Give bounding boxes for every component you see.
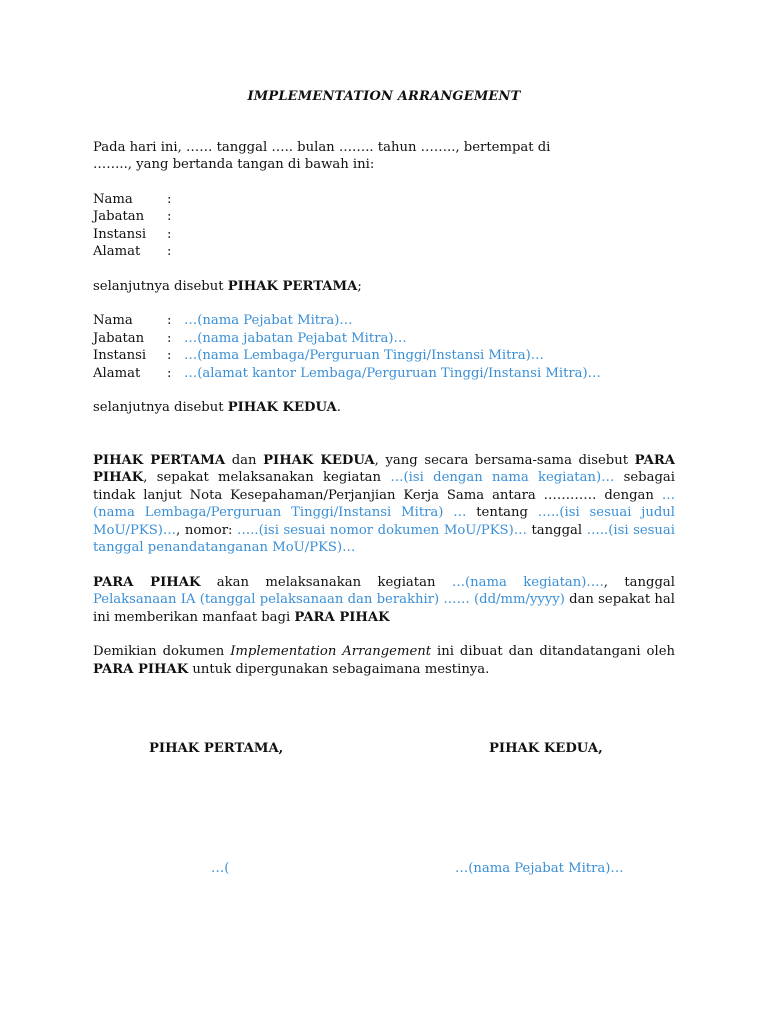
date-placeholder: Pelaksanaan IA (tanggal pelaksanaan dan berakhir) …… (dd/mm/yyyy) <box>93 592 565 607</box>
field-label: Alamat <box>93 244 141 259</box>
mou-date-placeholder: …..(isi sesuai tanggal penandatanganan MoU/PKS)… <box>93 522 676 555</box>
document-body <box>93 88 675 678</box>
party2-field-row <box>93 347 675 365</box>
field-label: Alamat <box>93 365 141 381</box>
mou-number-placeholder: …..(isi sesuai nomor dokumen MoU/PKS)… <box>237 522 527 538</box>
field-value <box>184 226 675 244</box>
field-label: Nama <box>93 191 133 207</box>
party2-field-row <box>93 330 675 348</box>
field-colon: : <box>167 330 172 346</box>
text-run: ini dibuat dan ditandatangani oleh <box>431 644 676 659</box>
partner-placeholder: …(nama Lembaga/Perguruan Tinggi/Instansi Mitra) … <box>93 487 675 520</box>
field-value-placeholder: …(nama Pejabat Mitra)… <box>184 313 353 328</box>
parties-ref: PARA PIHAK <box>93 452 676 485</box>
field-value-placeholder: …(nama Lembaga/Perguruan Tinggi/Instansi Mitra)… <box>184 348 544 363</box>
field-colon: : <box>167 191 172 207</box>
intro-line-2: …….., yang bertanda tangan di bawah ini: <box>93 157 375 172</box>
intro-line-1: Pada hari ini, …… tanggal ….. bulan …….. tahun …….., bertempat di <box>93 139 551 155</box>
signature-name-left: …( <box>211 861 230 876</box>
text-run: sebagai tindak lanjut Nota Kesepahaman/Perjanjian Kerja Sama antara ………… dengan <box>93 470 675 503</box>
text-run: dan sepakat hal ini memberikan manfaat bagi <box>93 592 675 625</box>
mou-title-placeholder: …..(isi sesuai judul MoU/PKS)… <box>93 505 675 538</box>
party2-name: PIHAK KEDUA <box>227 400 337 415</box>
party1-field-row <box>93 243 675 261</box>
text-run: akan melaksanakan kegiatan <box>200 574 452 590</box>
designation-punct: . <box>336 400 341 415</box>
field-label: Instansi <box>93 348 147 363</box>
activity-name-placeholder: …(nama kegiatan)…. <box>451 574 604 590</box>
party2-fields <box>93 312 675 382</box>
field-value <box>184 191 675 209</box>
signature-head-left: PIHAK PERTAMA, <box>149 741 284 756</box>
text-run: , tanggal <box>603 574 675 590</box>
text-run: tanggal <box>526 522 587 538</box>
text-run: untuk dipergunakan sebagaimana mestinya. <box>188 661 490 677</box>
agreement-paragraph <box>93 452 675 557</box>
field-colon: : <box>167 226 172 242</box>
text-run: , sepakat melaksanakan kegiatan <box>143 470 391 485</box>
document-title: IMPLEMENTATION ARRANGEMENT <box>247 89 521 104</box>
party2-field-row <box>93 365 675 383</box>
field-label: Nama <box>93 313 133 328</box>
party1-name: PIHAK PERTAMA <box>227 278 358 294</box>
signature-name-right: …(nama Pejabat Mitra)… <box>455 861 624 876</box>
field-value-placeholder: …(nama jabatan Pejabat Mitra)… <box>184 330 407 346</box>
party1-field-row <box>93 226 675 244</box>
field-colon: : <box>167 209 172 224</box>
party1-ref: PIHAK PERTAMA <box>93 452 226 468</box>
designation-text: selanjutnya disebut <box>93 278 228 294</box>
field-value <box>184 208 675 226</box>
designation-text: selanjutnya disebut <box>93 400 228 415</box>
party1-field-row <box>93 208 675 226</box>
closing-paragraph <box>93 643 675 678</box>
party2-field-row <box>93 312 675 330</box>
field-colon: : <box>167 313 172 328</box>
field-label: Instansi <box>93 226 147 242</box>
party2-designation <box>93 399 675 417</box>
text-run: Demikian dokumen <box>93 644 231 659</box>
field-value-placeholder: …(alamat kantor Lembaga/Perguruan Tinggi/Instansi Mitra)… <box>184 365 601 381</box>
signature-head-right: PIHAK KEDUA, <box>489 741 603 756</box>
field-colon: : <box>167 244 172 259</box>
field-value <box>184 243 675 261</box>
field-colon: : <box>167 348 172 363</box>
designation-punct: ; <box>357 278 362 294</box>
text-run: tentang <box>466 505 538 520</box>
field-colon: : <box>167 365 172 381</box>
party1-designation <box>93 278 675 296</box>
party1-fields <box>93 191 675 261</box>
implementation-paragraph <box>93 574 675 627</box>
doc-type-italic: Implementation Arrangement <box>230 644 432 659</box>
parties-ref: PARA PIHAK <box>294 609 390 625</box>
text-run: , yang secara bersama-sama disebut <box>374 452 635 468</box>
parties-ref: PARA PIHAK <box>93 661 189 677</box>
party1-field-row <box>93 191 675 209</box>
field-label: Jabatan <box>93 209 145 224</box>
party2-ref: PIHAK KEDUA <box>263 452 375 468</box>
text-run: dan <box>225 452 264 468</box>
parties-ref: PARA PIHAK <box>93 574 201 590</box>
activity-placeholder: …(isi dengan nama kegiatan)… <box>390 470 615 485</box>
intro-paragraph <box>93 139 675 174</box>
field-label: Jabatan <box>93 330 145 346</box>
text-run: , nomor: <box>176 522 237 538</box>
